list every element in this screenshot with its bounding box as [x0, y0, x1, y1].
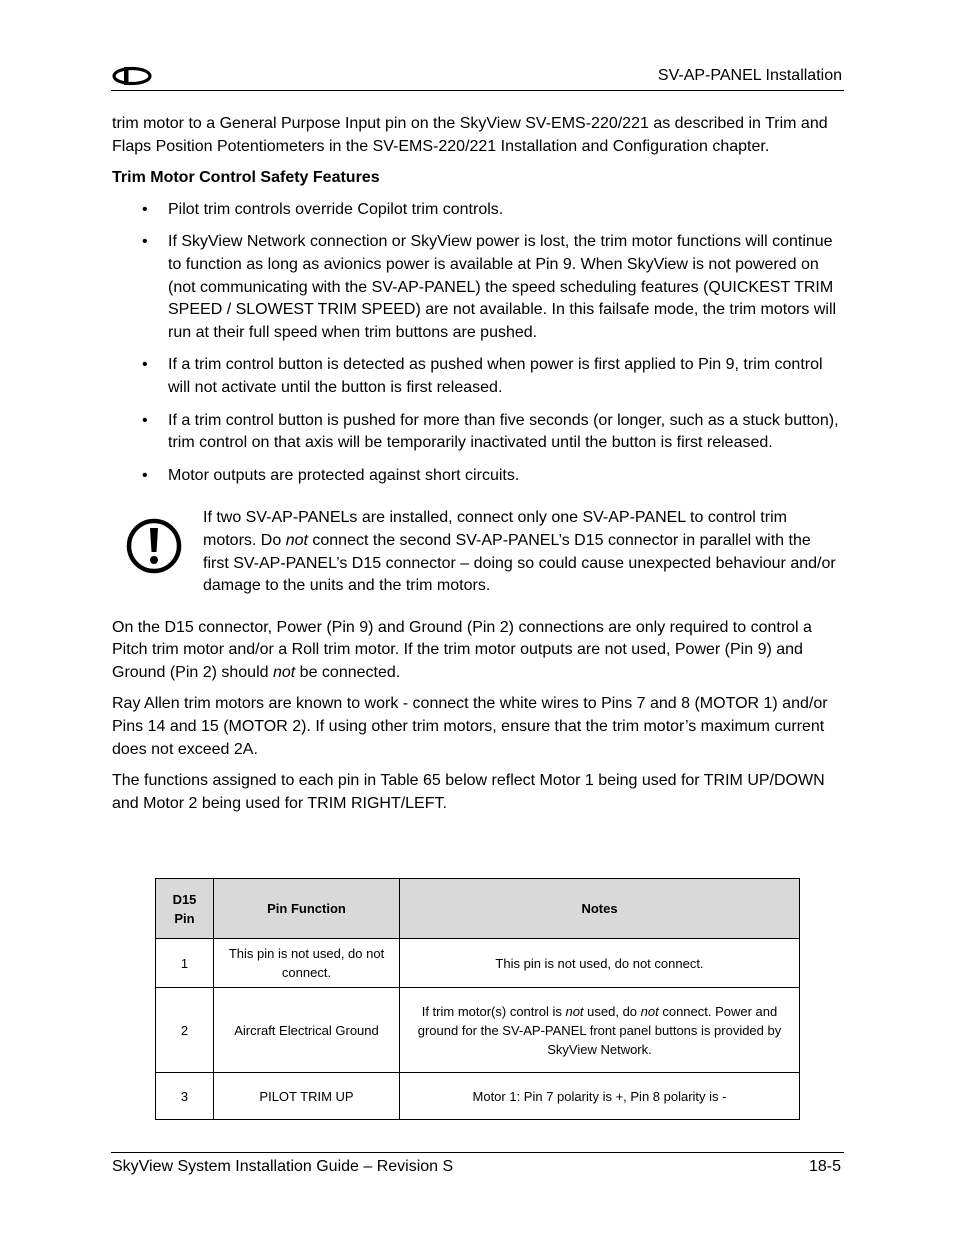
- ray-allen-paragraph: Ray Allen trim motors are known to work - connect the white wires to Pins 7 and 8 (MOTOR 1) and/or Pins 14 and 15 (MOTOR 2). If using other trim motors, ensure that the trim motor’s maximum current does not exceed 2A.: [112, 695, 828, 758]
- table-row: [156, 1073, 800, 1120]
- page-header: [111, 64, 844, 91]
- list-item-text: If a trim control button is detected as pushed when power is first applied to Pin 9, trim control will not activate until the button is first released.: [168, 356, 823, 396]
- page-content: [112, 113, 840, 824]
- section-heading: Trim Motor Control Safety Features: [112, 169, 380, 187]
- bullet-icon: •: [142, 233, 148, 251]
- footer-document-title: SkyView System Installation Guide – Revision S: [112, 1158, 454, 1175]
- power-ground-paragraph: On the D15 connector, Power (Pin 9) and Ground (Pin 2) connections are only required to control a Pitch trim motor and/or a Roll trim motor. If the trim motor outputs are not used, Power (Pin 9) and Ground (Pin 2) should not be connected.: [112, 618, 812, 681]
- header-pin-function: Pin Function: [214, 879, 400, 939]
- list-item: [112, 231, 840, 344]
- page-footer: [111, 1152, 844, 1175]
- warning-text: If two SV-AP-PANELs are installed, connect only one SV-AP-PANEL to control trim motors. Do not connect the second SV-AP-PANEL’s D15 connector in parallel with the first SV-AP-PANEL’s D15 connector – doing so could cause unexpected behaviour and/or damage to the units and the trim motors.: [203, 509, 836, 595]
- notes-cell: If trim motor(s) control is not used, do not connect. Power and ground for the SV-AP-PANEL front panel buttons is provided by SkyView Network.: [400, 988, 800, 1073]
- bullet-icon: •: [142, 411, 148, 429]
- header-notes: Notes: [400, 879, 800, 939]
- exclamation-warning-icon: [126, 518, 182, 582]
- warning-callout: [112, 507, 840, 597]
- notes-cell: This pin is not used, do not connect.: [400, 939, 800, 988]
- bullet-icon: •: [142, 200, 148, 218]
- table-row: [156, 939, 800, 988]
- notes-cell: Motor 1: Pin 7 polarity is +, Pin 8 polarity is -: [400, 1073, 800, 1120]
- dynon-logo-icon: [111, 66, 155, 91]
- pin-cell: 2: [156, 988, 214, 1073]
- list-item-text: Pilot trim controls override Copilot trim controls.: [168, 200, 504, 218]
- table-header-row: [156, 879, 800, 939]
- bullet-icon: •: [142, 466, 148, 484]
- header-pin: D15 Pin: [156, 879, 214, 939]
- page-number: 18-5: [808, 1158, 841, 1175]
- list-item: [112, 465, 840, 488]
- list-item: [112, 410, 840, 455]
- d15-pin-table: [155, 878, 800, 1120]
- list-item-text: Motor outputs are protected against short circuits.: [168, 466, 520, 484]
- table-row: [156, 988, 800, 1073]
- function-cell: PILOT TRIM UP: [214, 1073, 400, 1120]
- list-item: [112, 354, 840, 399]
- function-cell: Aircraft Electrical Ground: [214, 988, 400, 1073]
- list-item-text: If a trim control button is pushed for more than five seconds (or longer, such as a stuck button), trim control on that axis will be temporarily inactivated until the button is first released.: [168, 411, 839, 452]
- list-item-text: If SkyView Network connection or SkyView power is lost, the trim motor functions will continue to function as long as avionics power is available at Pin 9. When SkyView is not powered on (not communicating with the SV-AP-PANEL) the speed scheduling features (QUICKEST TRIM SPEED / SLOWEST TRIM SPEED) are not available. In this failsafe mode, the trim motors will run at their full speed when trim buttons are pushed.: [168, 233, 837, 341]
- function-cell: This pin is not used, do not connect.: [214, 939, 400, 988]
- pin-cell: 3: [156, 1073, 214, 1120]
- safety-features-list: [112, 199, 840, 488]
- pin-cell: 1: [156, 939, 214, 988]
- list-item: [112, 199, 840, 222]
- bullet-icon: •: [142, 356, 148, 374]
- pin-functions-paragraph: The functions assigned to each pin in Table 65 below reflect Motor 1 being used for TRIM UP/DOWN and Motor 2 being used for TRIM RIGHT/LEFT.: [112, 772, 825, 812]
- header-title: SV-AP-PANEL Installation: [657, 67, 842, 84]
- intro-paragraph: trim motor to a General Purpose Input pin on the SkyView SV-EMS-220/221 as described in Trim and Flaps Position Potentiometers in the SV-EMS-220/221 Installation and Configuration chapter.: [112, 115, 828, 155]
